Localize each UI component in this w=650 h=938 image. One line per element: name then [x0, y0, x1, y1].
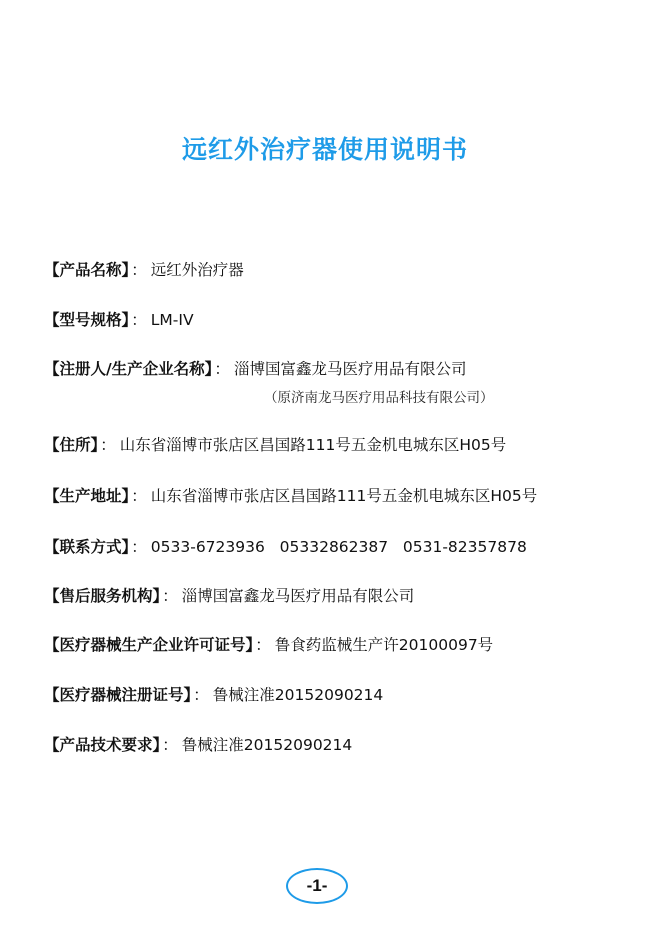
field-key: 【医疗器械注册证号】	[44, 686, 192, 704]
field-separator: ：	[193, 686, 209, 704]
field-separator: ：	[162, 736, 178, 754]
field-key: 【医疗器械生产企业许可证号】	[44, 636, 254, 654]
field-key: 【住所】	[44, 436, 99, 454]
registrant-former-name-note: （原济南龙马医疗用品科技有限公司）	[264, 390, 494, 406]
field-key: 【注册人/生产企业名称】	[44, 360, 213, 378]
field-registrant	[44, 358, 466, 380]
field-registration-cert	[44, 684, 383, 706]
field-value: 淄博国富鑫龙马医疗用品有限公司	[233, 360, 467, 378]
field-separator: ：	[162, 587, 178, 605]
field-production-address	[44, 485, 537, 507]
field-key: 【联系方式】	[44, 538, 130, 556]
field-production-license	[44, 634, 493, 656]
field-key: 【产品名称】	[44, 261, 130, 279]
field-value: 鲁械注准20152090214	[181, 736, 353, 754]
field-key: 【产品技术要求】	[44, 736, 161, 754]
field-address	[44, 434, 506, 456]
page-number-badge: -1-	[286, 868, 348, 904]
field-value: 0533-6723936 05332862387 0531-82357878	[150, 538, 527, 556]
field-separator: ：	[131, 311, 147, 329]
field-key: 【型号规格】	[44, 311, 130, 329]
field-model-spec	[44, 309, 194, 331]
field-technical-requirements	[44, 734, 352, 756]
field-separator: ：	[100, 436, 116, 454]
field-separator: ：	[131, 487, 147, 505]
field-key: 【售后服务机构】	[44, 587, 161, 605]
field-key: 【生产地址】	[44, 487, 130, 505]
field-separator: ：	[131, 261, 147, 279]
field-value: 山东省淄博市张店区昌国路111号五金机电城东区H05号	[150, 487, 538, 505]
field-value: 淄博国富鑫龙马医疗用品有限公司	[181, 587, 415, 605]
document-title: 远红外治疗器使用说明书	[181, 135, 468, 164]
field-value: 鲁械注准20152090214	[212, 686, 384, 704]
field-after-sales	[44, 585, 414, 607]
field-value: 山东省淄博市张店区昌国路111号五金机电城东区H05号	[119, 436, 507, 454]
field-separator: ：	[131, 538, 147, 556]
field-product-name	[44, 259, 244, 281]
field-separator: ：	[255, 636, 271, 654]
field-value: 远红外治疗器	[150, 261, 244, 279]
field-separator: ：	[214, 360, 230, 378]
field-value: 鲁食药监械生产许20100097号	[274, 636, 494, 654]
field-contact	[44, 536, 527, 558]
field-value: LM-IV	[150, 311, 194, 329]
